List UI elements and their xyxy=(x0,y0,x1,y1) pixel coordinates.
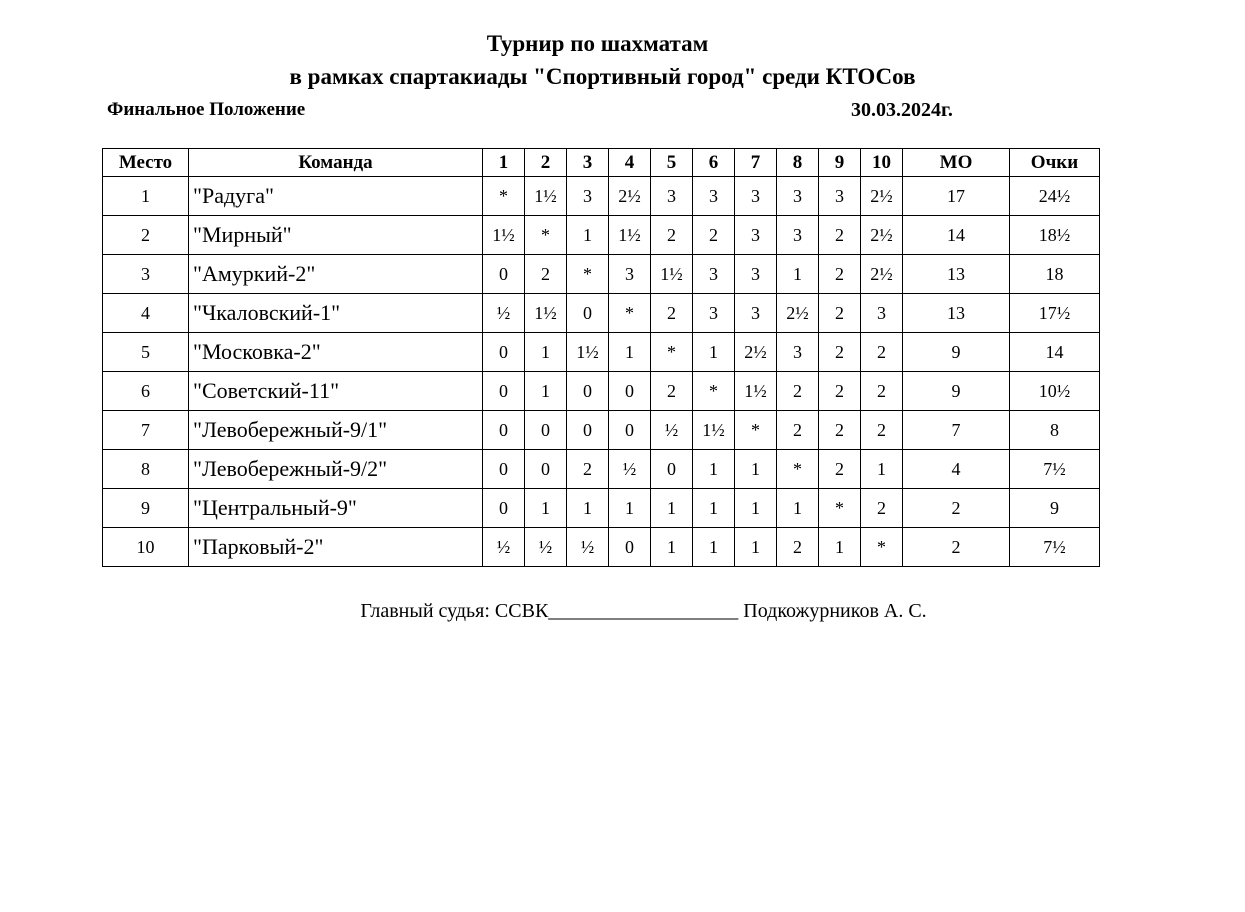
points-cell: 7½ xyxy=(1010,450,1100,489)
score-cell: 3 xyxy=(609,255,651,294)
score-cell: 2 xyxy=(525,255,567,294)
mo-cell: 4 xyxy=(903,450,1010,489)
score-cell: 1 xyxy=(735,450,777,489)
score-cell: 2 xyxy=(651,294,693,333)
place-cell: 9 xyxy=(103,489,189,528)
table-row xyxy=(103,216,1100,255)
score-cell: 2 xyxy=(861,333,903,372)
score-cell: 1 xyxy=(651,528,693,567)
score-cell: 0 xyxy=(525,450,567,489)
points-cell: 7½ xyxy=(1010,528,1100,567)
score-cell: 1½ xyxy=(483,216,525,255)
score-cell: ½ xyxy=(609,450,651,489)
table-row xyxy=(103,411,1100,450)
team-name-cell: "Центральный-9" xyxy=(189,489,483,528)
score-cell: 1 xyxy=(819,528,861,567)
score-cell: 1 xyxy=(735,489,777,528)
points-cell: 8 xyxy=(1010,411,1100,450)
mo-cell: 14 xyxy=(903,216,1010,255)
score-cell: 1½ xyxy=(525,294,567,333)
place-cell: 10 xyxy=(103,528,189,567)
score-cell: 0 xyxy=(483,411,525,450)
score-cell: * xyxy=(567,255,609,294)
score-cell: 1½ xyxy=(651,255,693,294)
table-row xyxy=(103,528,1100,567)
score-cell: 1½ xyxy=(735,372,777,411)
score-cell: 2 xyxy=(777,411,819,450)
mo-cell: 9 xyxy=(903,372,1010,411)
score-cell: 1½ xyxy=(567,333,609,372)
score-cell: 1 xyxy=(567,489,609,528)
score-cell: 0 xyxy=(609,528,651,567)
mo-cell: 13 xyxy=(903,294,1010,333)
score-cell: 0 xyxy=(567,411,609,450)
points-cell: 24½ xyxy=(1010,177,1100,216)
place-cell: 8 xyxy=(103,450,189,489)
score-cell: 2 xyxy=(819,372,861,411)
score-cell: 2 xyxy=(819,333,861,372)
score-cell: 0 xyxy=(525,411,567,450)
score-cell: 1 xyxy=(777,489,819,528)
score-cell: 0 xyxy=(483,450,525,489)
team-name-cell: "Московка-2" xyxy=(189,333,483,372)
score-cell: 2½ xyxy=(777,294,819,333)
table-header-row xyxy=(103,149,1100,177)
team-name-cell: "Парковый-2" xyxy=(189,528,483,567)
document-date: 30.03.2024г. xyxy=(851,99,953,121)
team-name-cell: "Амуркий-2" xyxy=(189,255,483,294)
score-cell: 1 xyxy=(861,450,903,489)
score-cell: 0 xyxy=(483,333,525,372)
score-cell: 1 xyxy=(693,489,735,528)
score-cell: 1 xyxy=(777,255,819,294)
mo-cell: 2 xyxy=(903,489,1010,528)
score-cell: 1 xyxy=(693,528,735,567)
score-cell: 3 xyxy=(861,294,903,333)
team-name-cell: "Левобережный-9/2" xyxy=(189,450,483,489)
points-cell: 18 xyxy=(1010,255,1100,294)
score-cell: 3 xyxy=(777,333,819,372)
table-row xyxy=(103,372,1100,411)
team-name-cell: "Левобережный-9/1" xyxy=(189,411,483,450)
score-cell: 2½ xyxy=(609,177,651,216)
points-cell: 10½ xyxy=(1010,372,1100,411)
points-cell: 17½ xyxy=(1010,294,1100,333)
score-cell: 0 xyxy=(483,255,525,294)
header-round-2: 2 xyxy=(525,149,567,177)
header-round-10: 10 xyxy=(861,149,903,177)
score-cell: 1 xyxy=(609,489,651,528)
score-cell: 1 xyxy=(525,372,567,411)
mo-cell: 9 xyxy=(903,333,1010,372)
score-cell: 1 xyxy=(693,450,735,489)
header-team: Команда xyxy=(189,149,483,177)
score-cell: 3 xyxy=(777,216,819,255)
score-cell: 1 xyxy=(693,333,735,372)
score-cell: 2 xyxy=(819,411,861,450)
score-cell: ½ xyxy=(525,528,567,567)
score-cell: 0 xyxy=(483,372,525,411)
score-cell: ½ xyxy=(483,528,525,567)
score-cell: ½ xyxy=(651,411,693,450)
header-points: Очки xyxy=(1010,149,1100,177)
score-cell: 2 xyxy=(651,216,693,255)
score-cell: ½ xyxy=(483,294,525,333)
points-cell: 14 xyxy=(1010,333,1100,372)
header-mo: МО xyxy=(903,149,1010,177)
score-cell: 1½ xyxy=(609,216,651,255)
mo-cell: 7 xyxy=(903,411,1010,450)
score-cell: 3 xyxy=(693,255,735,294)
points-cell: 18½ xyxy=(1010,216,1100,255)
team-name-cell: "Мирный" xyxy=(189,216,483,255)
score-cell: 0 xyxy=(483,489,525,528)
mo-cell: 13 xyxy=(903,255,1010,294)
score-cell: * xyxy=(861,528,903,567)
score-cell: 1½ xyxy=(525,177,567,216)
place-cell: 2 xyxy=(103,216,189,255)
header-round-7: 7 xyxy=(735,149,777,177)
table-row xyxy=(103,177,1100,216)
document-title-line2: в рамках спартакиады "Спортивный город" среди КТОСов xyxy=(289,64,916,89)
team-name-cell: "Радуга" xyxy=(189,177,483,216)
score-cell: 2½ xyxy=(861,255,903,294)
score-cell: 3 xyxy=(735,177,777,216)
score-cell: 3 xyxy=(735,255,777,294)
score-cell: 2 xyxy=(861,489,903,528)
score-cell: 2 xyxy=(693,216,735,255)
header-round-5: 5 xyxy=(651,149,693,177)
score-cell: 3 xyxy=(735,294,777,333)
score-cell: 1 xyxy=(609,333,651,372)
score-cell: * xyxy=(651,333,693,372)
header-round-9: 9 xyxy=(819,149,861,177)
place-cell: 7 xyxy=(103,411,189,450)
header-round-8: 8 xyxy=(777,149,819,177)
table-row xyxy=(103,294,1100,333)
table-row xyxy=(103,333,1100,372)
header-place: Место xyxy=(103,149,189,177)
table-row xyxy=(103,489,1100,528)
score-cell: 3 xyxy=(567,177,609,216)
score-cell: 1 xyxy=(735,528,777,567)
points-cell: 9 xyxy=(1010,489,1100,528)
score-cell: 3 xyxy=(819,177,861,216)
score-cell: 0 xyxy=(567,372,609,411)
header-round-4: 4 xyxy=(609,149,651,177)
header-round-1: 1 xyxy=(483,149,525,177)
score-cell: * xyxy=(483,177,525,216)
score-cell: 3 xyxy=(651,177,693,216)
place-cell: 1 xyxy=(103,177,189,216)
score-cell: 3 xyxy=(777,177,819,216)
score-cell: 3 xyxy=(693,294,735,333)
score-cell: ½ xyxy=(567,528,609,567)
score-cell: 2 xyxy=(819,450,861,489)
score-cell: 2 xyxy=(819,294,861,333)
team-name-cell: "Советский-11" xyxy=(189,372,483,411)
score-cell: 0 xyxy=(609,411,651,450)
header-round-6: 6 xyxy=(693,149,735,177)
team-name-cell: "Чкаловский-1" xyxy=(189,294,483,333)
score-cell: * xyxy=(525,216,567,255)
table-row xyxy=(103,255,1100,294)
score-cell: 2 xyxy=(819,216,861,255)
document-title: Турнир по шахматам xyxy=(486,31,709,56)
place-cell: 5 xyxy=(103,333,189,372)
score-cell: 2 xyxy=(861,411,903,450)
place-cell: 3 xyxy=(103,255,189,294)
score-cell: 2½ xyxy=(735,333,777,372)
score-cell: 1 xyxy=(567,216,609,255)
score-cell: 1½ xyxy=(693,411,735,450)
score-cell: * xyxy=(609,294,651,333)
score-cell: 2 xyxy=(651,372,693,411)
standings-table xyxy=(102,148,1100,567)
score-cell: 2 xyxy=(567,450,609,489)
score-cell: 1 xyxy=(525,489,567,528)
score-cell: 3 xyxy=(735,216,777,255)
score-cell: 2 xyxy=(819,255,861,294)
score-cell: 2½ xyxy=(861,216,903,255)
score-cell: 0 xyxy=(609,372,651,411)
document-subtitle: Финальное Положение xyxy=(107,99,306,120)
chief-judge-signature-line: Главный судья: ССВК___________________ Подкожурников А. С. xyxy=(360,600,927,622)
mo-cell: 17 xyxy=(903,177,1010,216)
score-cell: * xyxy=(693,372,735,411)
score-cell: 3 xyxy=(693,177,735,216)
score-cell: 0 xyxy=(651,450,693,489)
place-cell: 4 xyxy=(103,294,189,333)
table-row xyxy=(103,450,1100,489)
score-cell: * xyxy=(819,489,861,528)
mo-cell: 2 xyxy=(903,528,1010,567)
score-cell: 1 xyxy=(525,333,567,372)
score-cell: 2½ xyxy=(861,177,903,216)
score-cell: * xyxy=(777,450,819,489)
score-cell: * xyxy=(735,411,777,450)
score-cell: 0 xyxy=(567,294,609,333)
score-cell: 2 xyxy=(777,372,819,411)
score-cell: 2 xyxy=(861,372,903,411)
header-round-3: 3 xyxy=(567,149,609,177)
place-cell: 6 xyxy=(103,372,189,411)
score-cell: 1 xyxy=(651,489,693,528)
score-cell: 2 xyxy=(777,528,819,567)
